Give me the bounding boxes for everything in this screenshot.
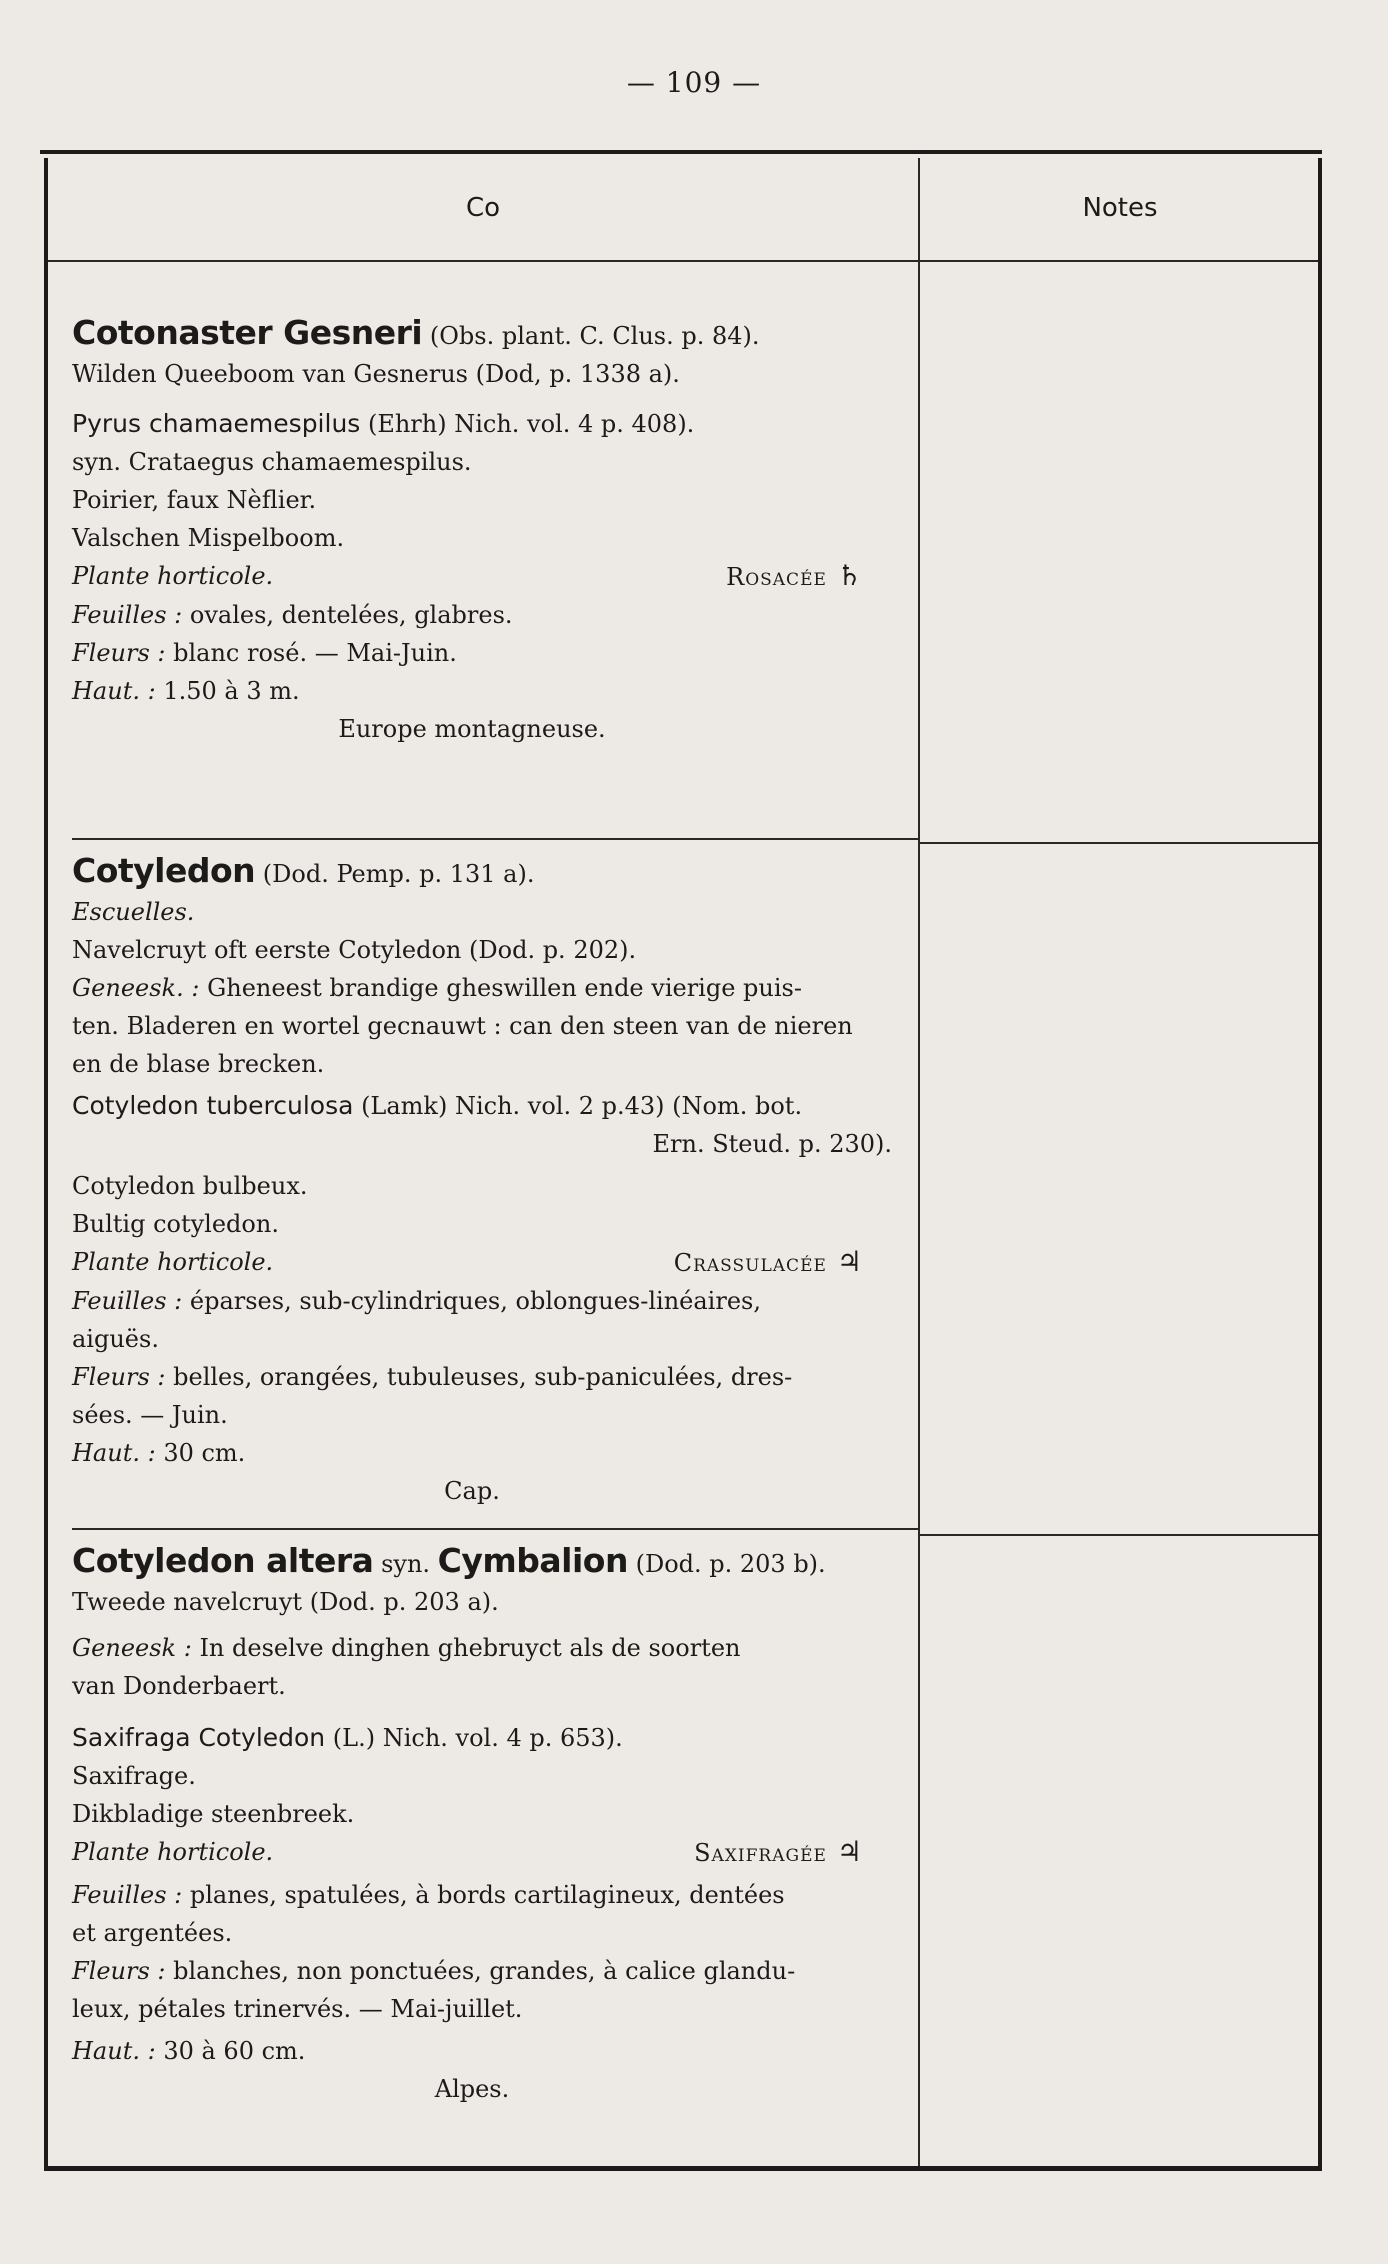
flowers-text: leux, pétales trinervés. — Mai-juillet. [72,1995,523,2023]
column-divider [918,158,920,2166]
entry-line: Tweede navelcruyt (Dod. p. 203 a). [72,1588,499,1616]
dutch-name: Valschen Mispelboom. [72,524,345,552]
leaves-text: planes, spatulées, à bords cartilagineux, dentées [182,1881,785,1909]
flowers-label: Fleurs : [72,639,166,667]
family-name: Rosacée [726,563,827,591]
height-text: 30 cm. [155,1439,246,1467]
french-name: Cotyledon bulbeux. [72,1172,308,1200]
flowers-text: blanc rosé. — Mai-Juin. [165,639,457,667]
height-label: Haut. : [72,1439,156,1467]
leaves-label: Feuilles : [72,1287,183,1315]
species-name: Cotyledon tuberculosa [72,1091,354,1120]
height-text: 1.50 à 3 m. [155,677,300,705]
synonym-line: syn. Crataegus chamaemespilus. [72,448,472,476]
leaves-text: éparses, sub-cylindriques, oblongues-linéaires, [182,1287,761,1315]
medicinal-text: Gheneest brandige gheswillen ende vierige puis- [199,974,802,1002]
plant-type: Plante horticole. [72,562,274,590]
family-name: Crassulacée [673,1249,827,1277]
table-frame [44,158,1322,2171]
synonym-reference: (Ehrh) Nich. vol. 4 p. 408). [360,410,695,438]
family-name: Saxifragée [694,1839,827,1867]
entry-line: Wilden Queeboom van Gesnerus (Dod, p. 1338 a). [72,360,680,388]
notes-separator [920,1534,1318,1536]
medicinal-label: Geneesk. : [72,974,200,1002]
leaves-text: et argentées. [72,1919,233,1947]
flowers-label: Fleurs : [72,1363,166,1391]
entry-title: Cotonaster Gesneri [72,313,423,352]
entry-reference: (Dod. p. 203 b). [627,1550,826,1578]
entry-separator [72,838,918,840]
medicinal-text: ten. Bladeren en wortel gecnauwt : can den steen van de nieren [72,1012,853,1040]
dutch-name: Bultig cotyledon. [72,1210,279,1238]
entry-line: Escuelles. [72,898,195,926]
entry-reference: (Dod. Pemp. p. 131 a). [255,860,535,888]
synonym-name: Pyrus chamaemespilus [72,409,361,438]
french-name: Saxifrage. [72,1762,196,1790]
leaves-text: aiguës. [72,1325,159,1353]
lifeform-symbol: ♃ [836,1835,862,1868]
french-name: Poirier, faux Nèflier. [72,486,317,514]
medicinal-text: en de blase brecken. [72,1050,325,1078]
column-header-left: Co [465,193,501,223]
leaves-text: ovales, dentelées, glabres. [182,601,513,629]
medicinal-text: van Donderbaert. [72,1672,286,1700]
entry-cotonaster [72,314,912,748]
header-rule [48,260,1318,262]
flowers-text: blanches, non ponctuées, grandes, à calice glandu- [165,1957,796,1985]
entry-cotyledon [72,852,912,1510]
region: Europe montagneuse. [338,715,606,743]
medicinal-label: Geneesk : [72,1634,192,1662]
entry-separator [72,1528,918,1530]
height-text: 30 à 60 cm. [155,2037,306,2065]
entry-title-synonym: Cymbalion [437,1541,628,1580]
region: Cap. [444,1477,500,1505]
species-reference: Ern. Steud. p. 230). [652,1130,892,1158]
species-reference: (L.) Nich. vol. 4 p. 653). [325,1724,623,1752]
species-reference: (Lamk) Nich. vol. 2 p.43) (Nom. bot. [353,1092,803,1120]
leaves-label: Feuilles : [72,601,183,629]
plant-type: Plante horticole. [72,1248,274,1276]
flowers-text: sées. — Juin. [72,1401,228,1429]
column-header-notes: Notes [1082,193,1158,223]
entry-title: Cotyledon altera [72,1541,374,1580]
entry-line: Navelcruyt oft eerste Cotyledon (Dod. p. 202). [72,936,637,964]
height-label: Haut. : [72,677,156,705]
top-rule [40,150,1322,154]
entry-cotyledon-altera [72,1542,912,2108]
entry-synonym-marker: syn. [373,1550,438,1578]
entry-title: Cotyledon [72,851,256,890]
height-label: Haut. : [72,2037,156,2065]
flowers-label: Fleurs : [72,1957,166,1985]
lifeform-symbol: ♃ [836,1245,862,1278]
leaves-label: Feuilles : [72,1881,183,1909]
entry-reference: (Obs. plant. C. Clus. p. 84). [422,322,760,350]
flowers-text: belles, orangées, tubuleuses, sub-paniculées, dres- [165,1363,793,1391]
notes-separator [920,842,1318,844]
plant-type: Plante horticole. [72,1838,274,1866]
page-number: — 109 — [626,66,762,99]
dutch-name: Dikbladige steenbreek. [72,1800,355,1828]
lifeform-symbol: ♄ [836,559,862,592]
region: Alpes. [434,2075,510,2103]
medicinal-text: In deselve dinghen ghebruyct als de soorten [191,1634,741,1662]
species-name: Saxifraga Cotyledon [72,1723,326,1752]
